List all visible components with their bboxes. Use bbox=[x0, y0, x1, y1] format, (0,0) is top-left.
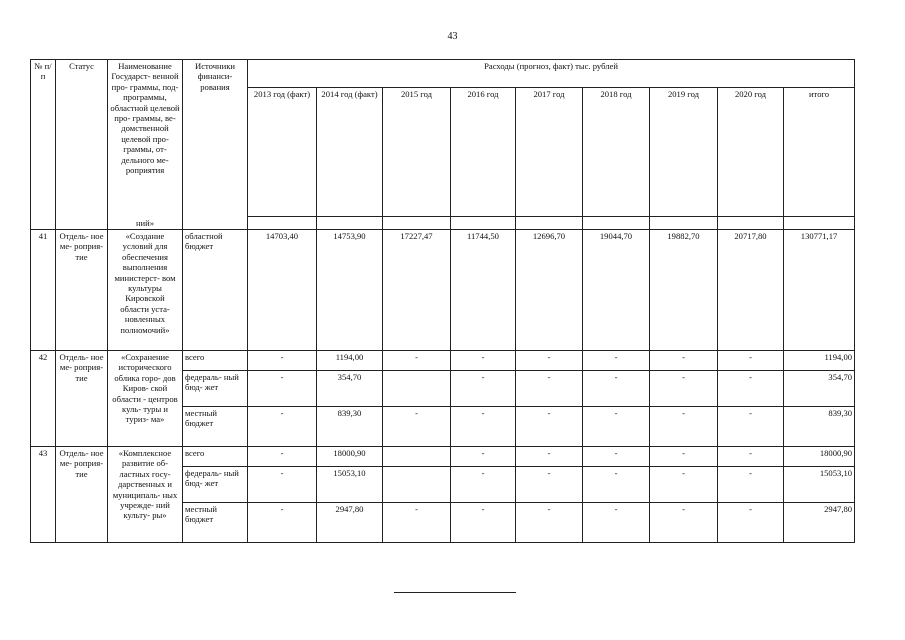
row-status: Отдель- ное ме- роприя- тие bbox=[56, 446, 108, 542]
cell-total: 18000,90 bbox=[784, 446, 855, 466]
cell-2018: - bbox=[583, 370, 650, 406]
cell-2018: - bbox=[583, 446, 650, 466]
page-number: 43 bbox=[447, 31, 458, 42]
cell-2014: 354,70 bbox=[317, 370, 383, 406]
header-year-2016: 2016 год bbox=[451, 88, 516, 217]
cell-2013: 14703,40 bbox=[248, 229, 317, 350]
cell-2016: - bbox=[451, 370, 516, 406]
cell-2018: - bbox=[583, 502, 650, 542]
row-source: местный бюджет bbox=[183, 406, 248, 446]
cell-2018: - bbox=[583, 406, 650, 446]
row-name: «Сохранение исторического облика горо- дов Киров- ской области - центров куль- туры и туриз- ма» bbox=[108, 350, 183, 446]
cell-2016: - bbox=[451, 502, 516, 542]
header-year-2017: 2017 год bbox=[516, 88, 583, 217]
cell-2018: - bbox=[583, 466, 650, 502]
header-expenses: Расходы (прогноз, факт) тыс. рублей bbox=[248, 60, 855, 88]
header-year-2013: 2013 год (факт) bbox=[248, 88, 317, 217]
cell-2015 bbox=[383, 466, 451, 502]
cell-total: 354,70 bbox=[784, 370, 855, 406]
row-name: «Комплексное развитие об- ластных госу- дарственных и муниципаль- ных учрежде- ний культу- ры» bbox=[108, 446, 183, 542]
footer-divider bbox=[394, 592, 516, 593]
cell-2015 bbox=[383, 446, 451, 466]
cell-2014: 2947,80 bbox=[317, 502, 383, 542]
cell-2019: - bbox=[650, 350, 718, 370]
cell-2020: - bbox=[718, 502, 784, 542]
cell-total: 839,30 bbox=[784, 406, 855, 446]
cell-2014: 1194,00 bbox=[317, 350, 383, 370]
header-year-2015: 2015 год bbox=[383, 88, 451, 217]
row-source: федераль- ный бюд- жет bbox=[183, 466, 248, 502]
row-source: всего bbox=[183, 350, 248, 370]
cell-2015 bbox=[383, 370, 451, 406]
cell-2019: - bbox=[650, 370, 718, 406]
cell-2013: - bbox=[248, 466, 317, 502]
header-sources: Источники финанси- рования bbox=[183, 60, 248, 230]
row-status: Отдель- ное ме- роприя- тие bbox=[56, 350, 108, 446]
cell-2013: - bbox=[248, 370, 317, 406]
cell-2016: - bbox=[451, 406, 516, 446]
cell-2017: 12696,70 bbox=[516, 229, 583, 350]
row-num: 43 bbox=[31, 446, 56, 542]
cell-total: 130771,17 bbox=[784, 229, 855, 350]
cell-2014: 14753,90 bbox=[317, 229, 383, 350]
table-row bbox=[31, 350, 855, 370]
cell-2017: - bbox=[516, 406, 583, 446]
cell-2015: - bbox=[383, 350, 451, 370]
table-row bbox=[31, 229, 855, 350]
cell-2016: 11744,50 bbox=[451, 229, 516, 350]
row-status: Отдель- ное ме- роприя- тие bbox=[56, 229, 108, 350]
cell-2016: - bbox=[451, 350, 516, 370]
header-num: № п/п bbox=[31, 60, 56, 230]
row-source: областной бюджет bbox=[183, 229, 248, 350]
cell-2017: - bbox=[516, 370, 583, 406]
cell-2017: - bbox=[516, 350, 583, 370]
cell-2018: - bbox=[583, 350, 650, 370]
cell-total: 15053,10 bbox=[784, 466, 855, 502]
cell-2015: 17227,47 bbox=[383, 229, 451, 350]
row-source: местный бюджет bbox=[183, 502, 248, 542]
cell-2020: - bbox=[718, 370, 784, 406]
cell-2020: - bbox=[718, 466, 784, 502]
cell-2014: 15053,10 bbox=[317, 466, 383, 502]
cell-2013: - bbox=[248, 502, 317, 542]
row-name: «Создание условий для обеспечения выполнения министерст- вом культуры Кировской области уста- новленных полномочий» bbox=[108, 229, 183, 350]
header-status: Статус bbox=[56, 60, 108, 230]
header-year-2018: 2018 год bbox=[583, 88, 650, 217]
header-total: итого bbox=[784, 88, 855, 217]
cell-2019: - bbox=[650, 446, 718, 466]
cell-2019: 19882,70 bbox=[650, 229, 718, 350]
cell-2020: - bbox=[718, 350, 784, 370]
cell-2019: - bbox=[650, 502, 718, 542]
cell-2020: - bbox=[718, 406, 784, 446]
cell-2017: - bbox=[516, 466, 583, 502]
header-name: Наименование Государст- венной про- граммы, под- программы, областной целевой про- граммы, ве- домственной целевой про- граммы, от- дельного ме- роприятия bbox=[108, 60, 183, 217]
cell-2014: 18000,90 bbox=[317, 446, 383, 466]
header-year-2014: 2014 год (факт) bbox=[317, 88, 383, 217]
row-source: федераль- ный бюд- жет bbox=[183, 370, 248, 406]
header-year-2019: 2019 год bbox=[650, 88, 718, 217]
cell-2020: 20717,80 bbox=[718, 229, 784, 350]
header-year-2020: 2020 год bbox=[718, 88, 784, 217]
expenses-table bbox=[30, 59, 855, 543]
cell-2016: - bbox=[451, 446, 516, 466]
cell-2017: - bbox=[516, 446, 583, 466]
cell-total: 2947,80 bbox=[784, 502, 855, 542]
cell-2019: - bbox=[650, 406, 718, 446]
cell-2013: - bbox=[248, 406, 317, 446]
cell-2016: - bbox=[451, 466, 516, 502]
cell-2019: - bbox=[650, 466, 718, 502]
cell-2020: - bbox=[718, 446, 784, 466]
cell-2013: - bbox=[248, 446, 317, 466]
cell-2015: - bbox=[383, 502, 451, 542]
cell-total: 1194,00 bbox=[784, 350, 855, 370]
table-row bbox=[31, 446, 855, 466]
cell-2017: - bbox=[516, 502, 583, 542]
header-name-tail: ний» bbox=[108, 217, 183, 230]
cell-2013: - bbox=[248, 350, 317, 370]
cell-2014: 839,30 bbox=[317, 406, 383, 446]
cell-2015: - bbox=[383, 406, 451, 446]
cell-2018: 19044,70 bbox=[583, 229, 650, 350]
row-num: 41 bbox=[31, 229, 56, 350]
row-num: 42 bbox=[31, 350, 56, 446]
row-source: всего bbox=[183, 446, 248, 466]
